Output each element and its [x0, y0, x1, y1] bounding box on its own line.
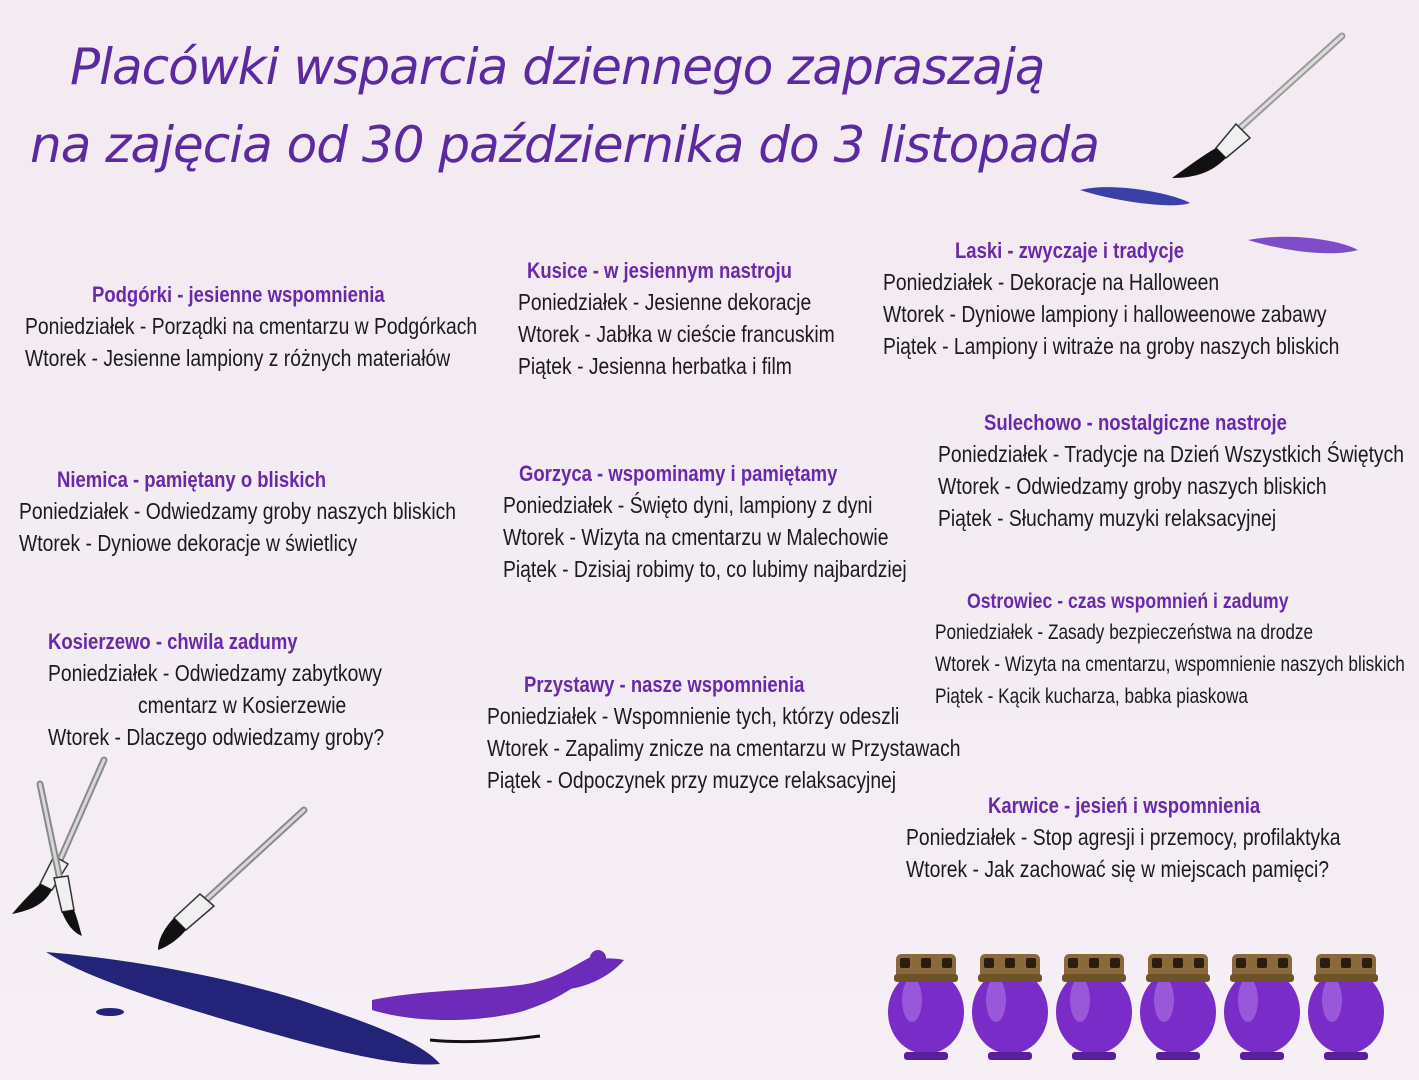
schedule-line: Poniedziałek - Jesienne dekoracje	[518, 289, 812, 315]
place-niemica	[19, 465, 539, 559]
schedule-line: Poniedziałek - Stop agresji i przemocy, profilaktyka	[906, 824, 1341, 850]
place-heading: Przystawy - nasze wspomnienia	[524, 672, 805, 697]
schedule-line: Piątek - Słuchamy muzyki relaksacyjnej	[938, 505, 1277, 531]
schedule-line: Wtorek - Jabłka w cieście francuskim	[518, 321, 835, 347]
grave-candle-icon	[888, 954, 964, 1060]
place-heading: Laski - zwyczaje i tradycje	[955, 238, 1185, 263]
place-heading: Niemica - pamiętany o bliskich	[57, 467, 327, 492]
schedule-line: Wtorek - Wizyta na cmentarzu, wspomnienie naszych bliskich	[935, 653, 1405, 676]
place-gorzyca	[503, 459, 984, 585]
page-title-line2: na zajęcia od 30 października do 3 listopada	[30, 116, 1100, 174]
paintbrush-icon	[158, 810, 304, 950]
schedule-line: Poniedziałek - Tradycje na Dzień Wszystkich Świętych	[938, 441, 1405, 467]
place-kosierzewo	[48, 627, 448, 753]
place-heading: Kusice - w jesiennym nastroju	[527, 258, 792, 283]
place-kusice	[518, 256, 895, 382]
place-heading: Sulechowo - nostalgiczne nastroje	[984, 410, 1287, 435]
paintbrush-icon	[1172, 36, 1342, 178]
place-heading: Kosierzewo - chwila zadumy	[48, 629, 298, 654]
grave-candle-icon	[972, 954, 1048, 1060]
paint-smear-blue	[1080, 187, 1190, 205]
place-laski	[883, 236, 1419, 362]
schedule-line: Piątek - Lampiony i witraże na groby naszych bliskich	[883, 333, 1340, 359]
grave-candle-icon	[1140, 954, 1216, 1060]
schedule-line: Poniedziałek - Dekoracje na Halloween	[883, 269, 1220, 295]
schedule-line: Wtorek - Zapalimy znicze na cmentarzu w Przystawach	[487, 735, 961, 761]
place-przystawy	[487, 670, 1051, 796]
place-heading: Karwice - jesień i wspomnienia	[988, 793, 1261, 818]
schedule-line: Poniedziałek - Wspomnienie tych, którzy odeszli	[487, 703, 900, 729]
schedule-line: Piątek - Dzisiaj robimy to, co lubimy najbardziej	[503, 556, 907, 582]
schedule-line: Piątek - Odpoczynek przy muzyce relaksacyjnej	[487, 767, 897, 793]
schedule-line: Wtorek - Dyniowe dekoracje w świetlicy	[19, 530, 358, 556]
place-heading: Gorzyca - wspominamy i pamiętamy	[519, 461, 838, 486]
grave-candle-icon	[1308, 954, 1384, 1060]
place-sulechowo	[938, 408, 1419, 534]
place-heading: Ostrowiec - czas wspomnień i zadumy	[967, 590, 1289, 613]
place-karwice	[906, 791, 1419, 885]
grave-candle-icon	[1056, 954, 1132, 1060]
schedule-line: Wtorek - Wizyta na cmentarzu w Malechowie	[503, 524, 889, 550]
page-title-line1: Placówki wsparcia dziennego zapraszają	[70, 38, 1045, 96]
schedule-line: Wtorek - Dyniowe lampiony i halloweenowe zabawy	[883, 301, 1327, 327]
schedule-line: Poniedziałek - Odwiedzamy groby naszych bliskich	[19, 498, 457, 524]
schedule-line: Poniedziałek - Zasady bezpieczeństwa na drodze	[935, 621, 1314, 644]
schedule-line: Wtorek - Dlaczego odwiedzamy groby?	[48, 724, 385, 750]
candles-group	[888, 954, 1384, 1060]
schedule-line-text: cmentarz w Kosierzewie	[138, 692, 347, 718]
paint-drop	[590, 950, 606, 966]
schedule-line-continued	[138, 689, 398, 721]
grave-candle-icon	[1224, 954, 1300, 1060]
paint-drop	[96, 1008, 124, 1016]
schedule-line: Wtorek - Jesienne lampiony z różnych materiałów	[25, 345, 451, 371]
schedule-line: Piątek - Kącik kucharza, babka piaskowa	[935, 685, 1248, 708]
schedule-line: Wtorek - Jak zachować się w miejscach pamięci?	[906, 856, 1330, 882]
schedule-line: Wtorek - Odwiedzamy groby naszych bliskich	[938, 473, 1327, 499]
place-podgorki	[25, 280, 563, 374]
schedule-line: Piątek - Jesienna herbatka i film	[518, 353, 792, 379]
schedule-line: Poniedziałek - Odwiedzamy zabytkowy	[48, 660, 382, 686]
place-heading: Podgórki - jesienne wspomnienia	[92, 282, 385, 307]
schedule-line: Poniedziałek - Święto dyni, lampiony z dyni	[503, 492, 873, 518]
schedule-line: Poniedziałek - Porządki na cmentarzu w Podgórkach	[25, 313, 478, 339]
